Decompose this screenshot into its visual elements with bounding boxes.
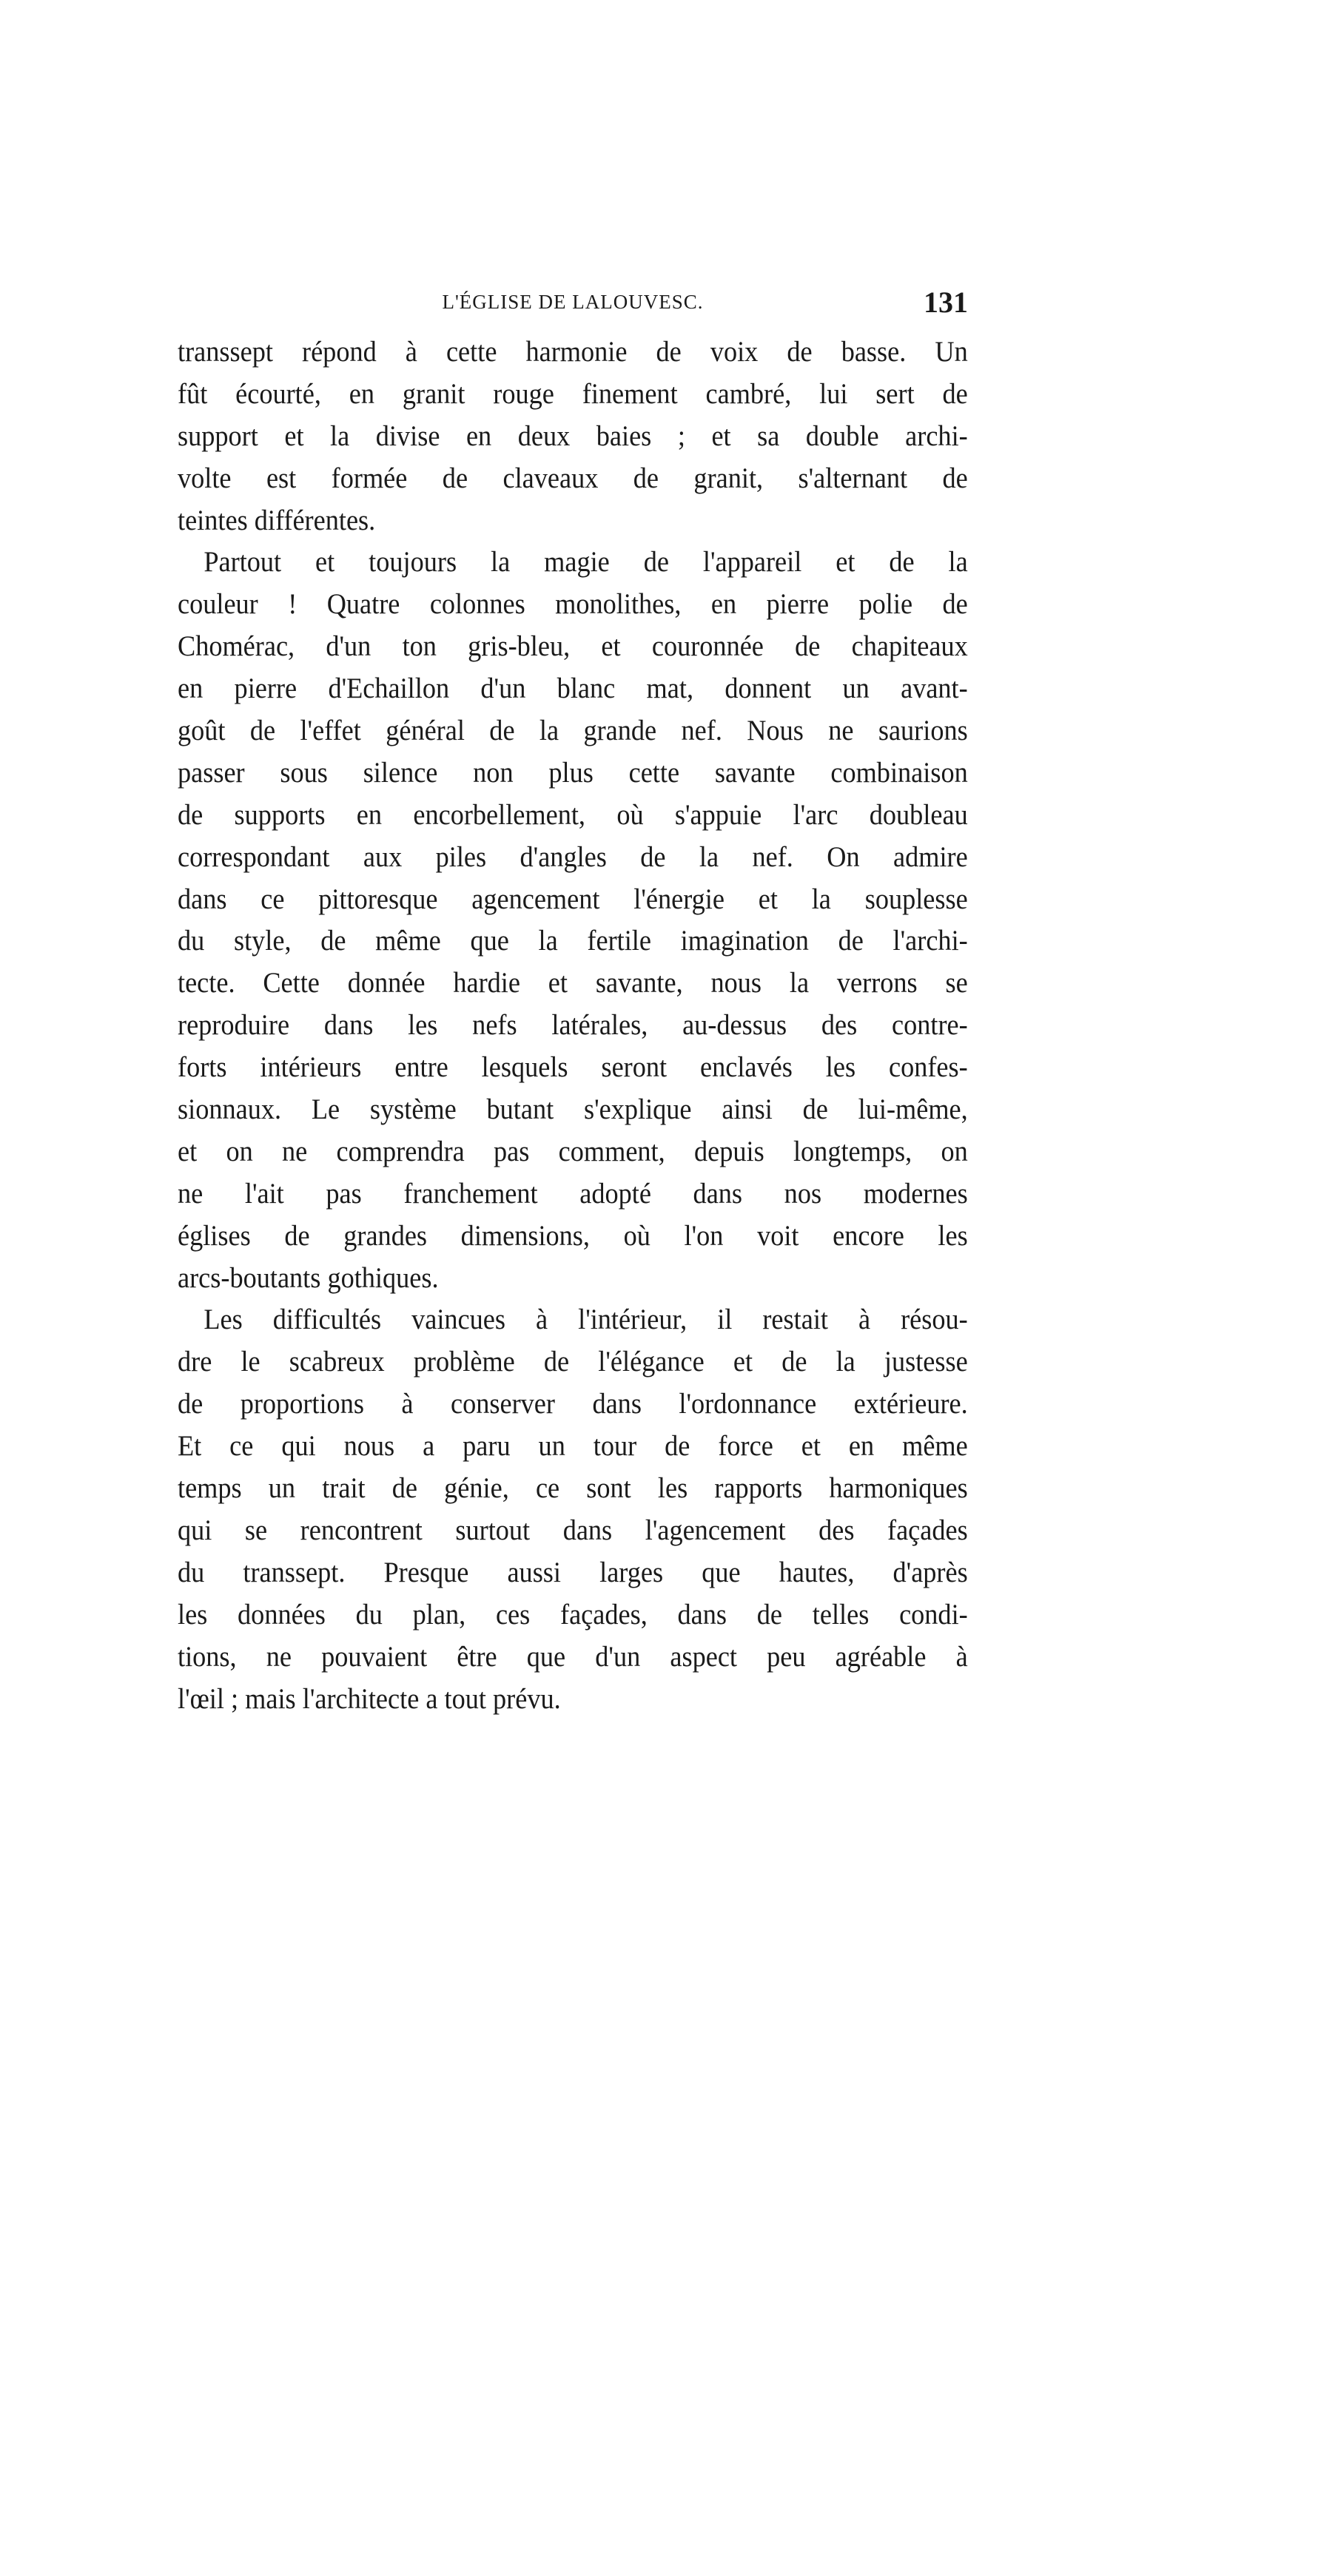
text-line: passer sous silence non plus cette savante combinaison	[178, 756, 968, 789]
text-line: de supports en encorbellement, où s'appuie l'arc doubleau	[178, 798, 968, 831]
text-line: qui se rencontrent surtout dans l'agencement des façades	[178, 1514, 968, 1546]
text-line: de proportions à conserver dans l'ordonnance extérieure.	[178, 1388, 968, 1420]
text-line: les données du plan, ces façades, dans de telles condi-	[178, 1598, 968, 1631]
text-line: tecte. Cette donnée hardie et savante, nous la verrons se	[178, 967, 968, 999]
text-line: support et la divise en deux baies ; et sa double archi-	[178, 419, 968, 452]
text-line: arcs-boutants gothiques.	[178, 1261, 439, 1294]
text-line: dre le scabreux problème de l'élégance et de la justesse	[178, 1346, 968, 1378]
page-number: 131	[924, 286, 968, 319]
page-body	[178, 331, 968, 1720]
text-line: ne l'ait pas franchement adopté dans nos modernes	[178, 1177, 968, 1210]
paragraph	[178, 331, 968, 542]
text-line: couleur ! Quatre colonnes monolithes, en pierre polie de	[178, 588, 968, 621]
text-line: forts intérieurs entre lesquels seront enclavés les confes-	[178, 1051, 968, 1084]
text-line: du transsept. Presque aussi larges que hautes, d'après	[178, 1556, 968, 1588]
text-line: correspondant aux piles d'angles de la nef. On admire	[178, 840, 968, 873]
text-line: Partout et toujours la magie de l'appareil et de la	[204, 546, 968, 579]
text-line: goût de l'effet général de la grande nef. Nous ne saurions	[178, 715, 968, 747]
text-line: Les difficultés vaincues à l'intérieur, il restait à résou-	[204, 1304, 968, 1336]
paragraph	[178, 542, 968, 1299]
paragraph	[178, 1299, 968, 1720]
text-line: reproduire dans les nefs latérales, au-dessus des contre-	[178, 1009, 968, 1042]
text-line: fût écourté, en granit rouge finement cambré, lui sert de	[178, 377, 968, 410]
text-line: l'œil ; mais l'architecte a tout prévu.	[178, 1682, 561, 1715]
text-line: Chomérac, d'un ton gris-bleu, et couronnée de chapiteaux	[178, 630, 968, 663]
text-line: en pierre d'Echaillon d'un blanc mat, donnent un avant-	[178, 672, 968, 705]
running-title: L'ÉGLISE DE LALOUVESC.	[442, 291, 704, 313]
text-line: sionnaux. Le système butant s'explique ainsi de lui-même,	[178, 1093, 968, 1126]
text-line: temps un trait de génie, ce sont les rapports harmoniques	[178, 1472, 968, 1505]
text-line: églises de grandes dimensions, où l'on voit encore les	[178, 1219, 968, 1252]
page-header	[178, 285, 968, 322]
text-line: et on ne comprendra pas comment, depuis longtemps, on	[178, 1135, 968, 1167]
text-line: Et ce qui nous a paru un tour de force et en même	[178, 1430, 968, 1463]
text-line: tions, ne pouvaient être que d'un aspect peu agréable à	[178, 1640, 968, 1673]
text-line: volte est formée de claveaux de granit, s'alternant de	[178, 462, 968, 494]
text-line: teintes différentes.	[178, 504, 376, 536]
text-line: dans ce pittoresque agencement l'énergie et la souplesse	[178, 883, 968, 915]
text-line: du style, de même que la fertile imagination de l'archi-	[178, 925, 968, 957]
text-line: transsept répond à cette harmonie de voix de basse. Un	[178, 336, 968, 368]
